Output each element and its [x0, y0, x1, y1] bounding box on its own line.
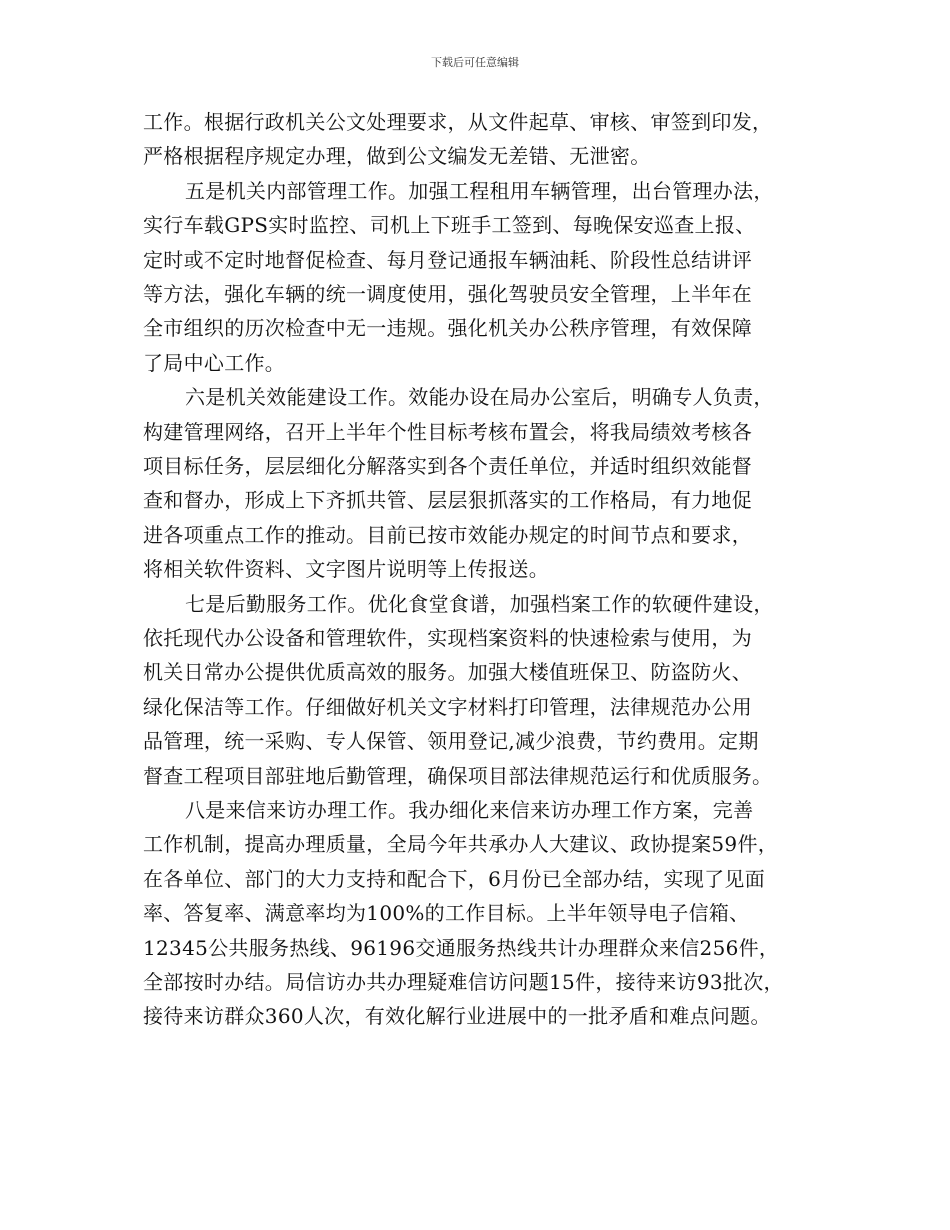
- paragraph-line: 全市组织的历次检查中无一违规。强化机关办公秩序管理，有效保障: [143, 316, 752, 341]
- paragraph-line: 定时或不定时地督促检查、每月登记通报车辆油耗、阶段性总结讲评: [143, 247, 752, 272]
- paragraph-line: 12345公共服务热线、96196交通服务热线共计办理群众来信256件，: [143, 935, 780, 960]
- paragraph-line: 绿化保洁等工作。仔细做好机关文字材料打印管理，法律规范办公用: [143, 694, 752, 719]
- paragraph-line: 实行车载GPS实时监控、司机上下班手工签到、每晚保安巡查上报、: [143, 213, 756, 238]
- paragraph-line: 全部按时办结。局信访办共办理疑难信访问题15件，接待来访93批次，: [143, 970, 784, 994]
- paragraph-line: 机关日常办公提供优质高效的服务。加强大楼值班保卫、防盗防火、: [143, 660, 752, 685]
- paragraph-first-line: 六是机关效能建设工作。效能办设在局办公室后，明确专人负责，: [185, 385, 774, 410]
- paragraph-first-line: 七是后勤服务工作。优化食堂食谱，加强档案工作的软硬件建设，: [185, 591, 774, 616]
- paragraph-line: 工作。根据行政机关公文处理要求，从文件起草、审核、审签到印发，: [143, 110, 773, 134]
- paragraph-line: 在各单位、部门的大力支持和配合下，6月份已全部办结，实现了见面: [143, 866, 766, 891]
- paragraph-line: 率、答复率、满意率均为100%的工作目标。上半年领导电子信箱、: [143, 901, 750, 926]
- page-header: 下载后可任意编辑: [431, 56, 519, 69]
- paragraph-line: 接待来访群众360人次，有效化解行业进展中的一批矛盾和难点问题。: [143, 1004, 771, 1029]
- paragraph-line: 项目标任务，层层细化分解落实到各个责任单位，并适时组织效能督: [143, 454, 752, 478]
- paragraph-line: 等方法，强化车辆的统一调度使用，强化驾驶员安全管理，上半年在: [143, 282, 752, 306]
- paragraph-line: 严格根据程序规定办理，做到公文编发无差错、无泄密。: [143, 144, 651, 169]
- paragraph-first-line: 八是来信来访办理工作。我办细化来信来访办理工作方案，完善: [185, 798, 754, 822]
- paragraph-line: 依托现代办公设备和管理软件，实现档案资料的快速检索与使用，为: [143, 626, 752, 650]
- paragraph-line: 了局中心工作。: [143, 350, 286, 375]
- paragraph-line: 进各项重点工作的推动。目前已按市效能办规定的时间节点和要求，: [143, 522, 752, 547]
- paragraph-line: 将相关软件资料、文字图片说明等上传报送。: [143, 557, 549, 582]
- paragraph-line: 督查工程项目部驻地后勤管理，确保项目部法律规范运行和优质服务。: [143, 763, 773, 788]
- paragraph-line: 品管理，统一采购、专人保管、领用登记,减少浪费，节约费用。定期: [143, 729, 759, 754]
- paragraph-line: 查和督办，形成上下齐抓共管、层层狠抓落实的工作格局，有力地促: [143, 488, 752, 513]
- paragraph-first-line: 五是机关内部管理工作。加强工程租用车辆管理，出台管理办法，: [185, 178, 774, 203]
- paragraph-line: 工作机制，提高办理质量，全局今年共承办人大建议、政协提案59件，: [143, 832, 779, 857]
- paragraph-line: 构建管理网络，召开上半年个性目标考核布置会，将我局绩效考核各: [143, 419, 752, 444]
